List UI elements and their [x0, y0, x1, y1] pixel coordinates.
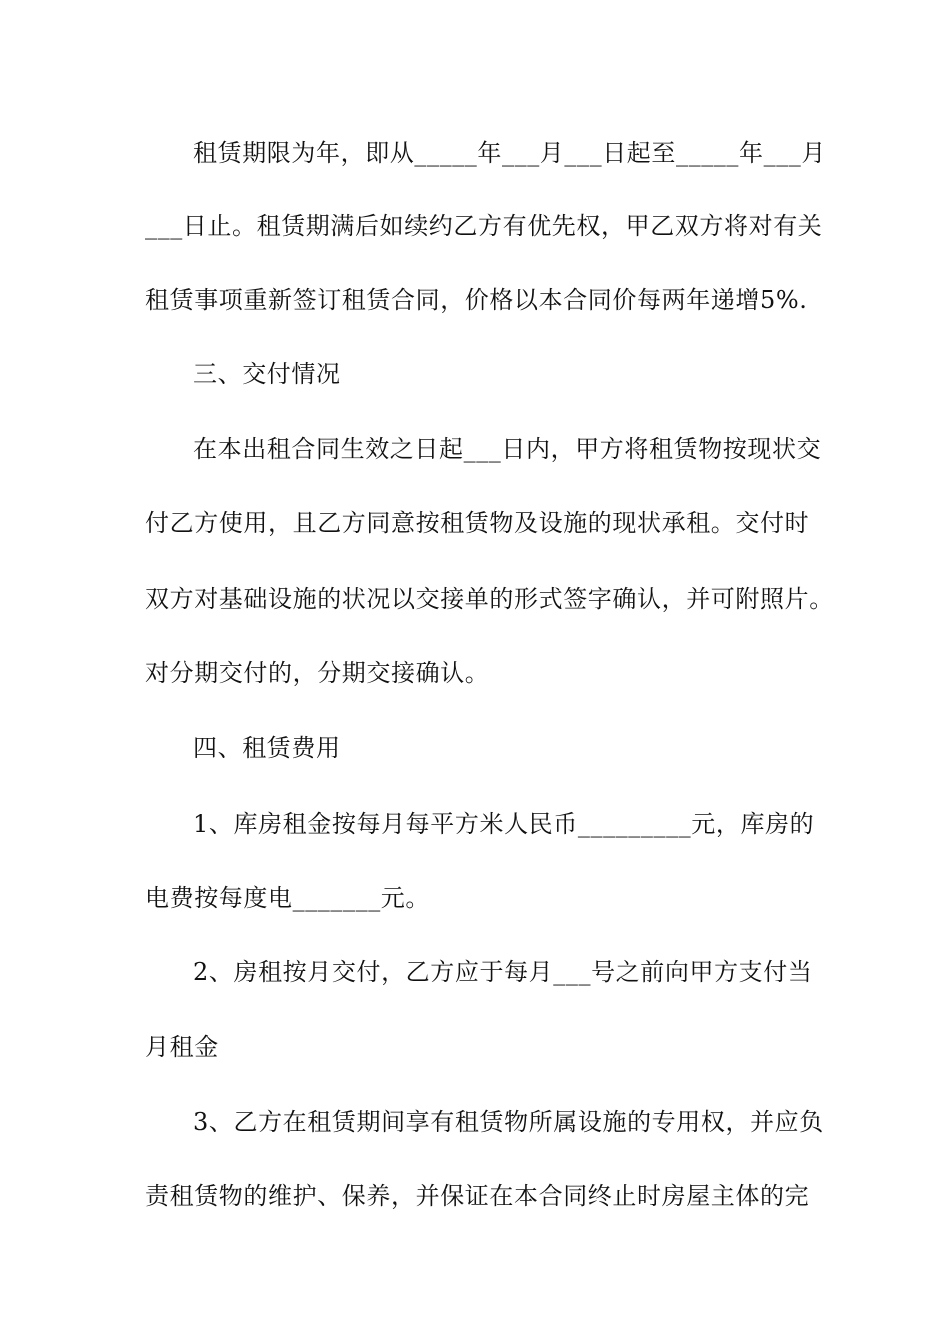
section-heading: 三、交付情况 — [193, 360, 341, 388]
paragraph-line: ___日止。租赁期满后如续约乙方有优先权，甲乙双方将对有关 — [145, 212, 823, 240]
paragraph-line: 1、库房租金按每月每平方米人民币_________元，库房的 — [193, 810, 815, 838]
section-heading: 四、租赁费用 — [193, 734, 341, 762]
paragraph-line: 电费按每度电_______元。 — [145, 884, 430, 912]
paragraph-line: 月租金 — [145, 1033, 219, 1061]
paragraph-line: 在本出租合同生效之日起___日内，甲方将租赁物按现状交 — [193, 435, 822, 463]
paragraph-line: 对分期交付的，分期交接确认。 — [145, 659, 490, 687]
paragraph-line: 3、乙方在租赁期间享有租赁物所属设施的专用权，并应负 — [193, 1108, 824, 1136]
paragraph-line: 双方对基础设施的状况以交接单的形式签字确认，并可附照片。 — [145, 585, 834, 613]
paragraph-line: 责租赁物的维护、保养，并保证在本合同终止时房屋主体的完 — [145, 1182, 810, 1210]
paragraph-line: 付乙方使用，且乙方同意按租赁物及设施的现状承租。交付时 — [145, 509, 810, 537]
paragraph-line: 租赁期限为年，即从_____年___月___日起至_____年___月 — [193, 139, 826, 167]
paragraph-line: 2、房租按月交付，乙方应于每月___号之前向甲方支付当 — [193, 958, 813, 986]
paragraph-line: 租赁事项重新签订租赁合同，价格以本合同价每两年递增5%. — [145, 286, 808, 314]
